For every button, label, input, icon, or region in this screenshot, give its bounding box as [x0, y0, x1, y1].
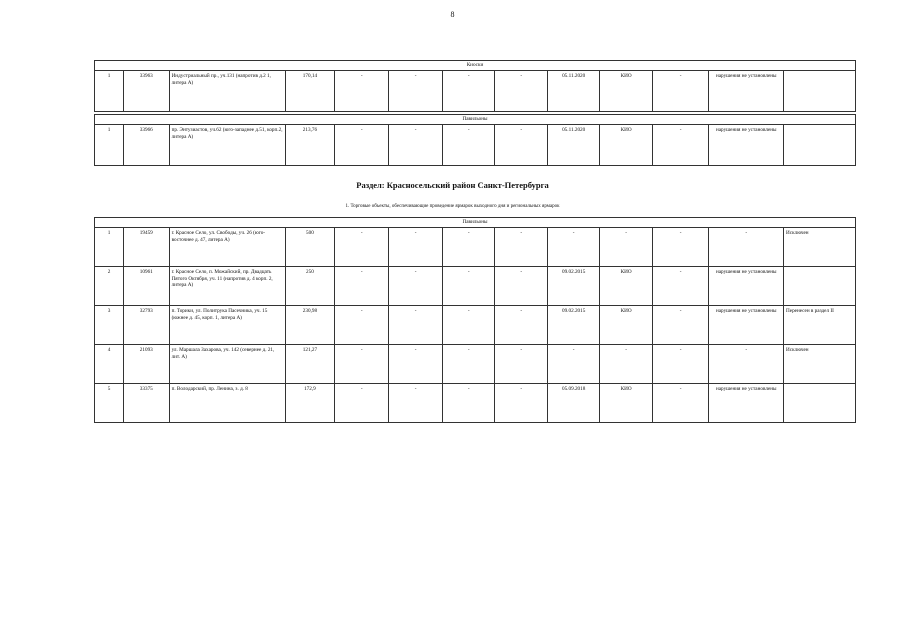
table-cell: п. Торики, ул. Политрука Пасечника, уч. 15 (южнее д. 45, корп. 1, литера А) — [169, 306, 285, 345]
table-cell: 19459 — [124, 228, 170, 267]
table-cell: - — [495, 267, 547, 306]
pavilion-table — [94, 114, 856, 166]
table-cell: 33966 — [124, 125, 170, 166]
table-row — [95, 384, 856, 423]
kiosk-table — [94, 60, 856, 112]
table-cell: г. Красное Село, п. Можайский, пр. Двадцать Пятого Октября, уч. 11 (напротив д. 4 корп. 2, литера А) — [169, 267, 285, 306]
table-cell: - — [389, 345, 443, 384]
table-cell: - — [389, 384, 443, 423]
table-cell: КИО — [600, 306, 652, 345]
table-cell: 121,27 — [285, 345, 335, 384]
table-cell: 5 — [95, 384, 124, 423]
table-cell: - — [495, 71, 547, 112]
table-cell: 500 — [285, 228, 335, 267]
table-caption: Павильоны — [95, 115, 856, 125]
table-cell: - — [335, 345, 389, 384]
table-cell: 1 — [95, 125, 124, 166]
table-cell: нарушения не установлены — [709, 71, 784, 112]
table-cell: - — [495, 384, 547, 423]
table-row — [95, 125, 856, 166]
table-cell: 09.02.2015 — [547, 306, 599, 345]
table-cell: 172,9 — [285, 384, 335, 423]
table-cell — [784, 267, 856, 306]
table-cell: - — [389, 228, 443, 267]
table-cell: - — [495, 228, 547, 267]
table-row — [95, 345, 856, 384]
table-cell: 05.09.2018 — [547, 384, 599, 423]
table-cell: - — [389, 125, 443, 166]
table-cell: - — [335, 125, 389, 166]
table-cell: - — [652, 71, 709, 112]
table-cell: - — [335, 228, 389, 267]
table-cell: Исключен — [784, 228, 856, 267]
table-cell: - — [652, 125, 709, 166]
table-cell: - — [335, 384, 389, 423]
table-caption: Павильоны — [95, 218, 856, 228]
table-cell: нарушения не установлены — [709, 306, 784, 345]
table-cell: КИО — [600, 267, 652, 306]
table-cell: - — [547, 345, 599, 384]
table-cell: - — [389, 306, 443, 345]
table-cell: 170,14 — [285, 71, 335, 112]
page-number: 8 — [450, 10, 455, 19]
table-cell: - — [442, 228, 494, 267]
table-cell: - — [652, 306, 709, 345]
table-cell: - — [335, 267, 389, 306]
table-cell: - — [652, 228, 709, 267]
table-cell: нарушения не установлены — [709, 384, 784, 423]
table-cell — [784, 125, 856, 166]
table-cell: 32793 — [124, 306, 170, 345]
table-cell: 33963 — [124, 71, 170, 112]
table-cell: ул. Маршала Захарова, уч. 142 (севернее д. 21, лит. А) — [169, 345, 285, 384]
table-header-row — [95, 61, 856, 71]
table-cell: КИО — [600, 125, 652, 166]
table-cell: - — [335, 71, 389, 112]
table-cell: - — [495, 306, 547, 345]
table-row — [95, 267, 856, 306]
table-cell: нарушения не установлены — [709, 267, 784, 306]
table-cell: - — [442, 125, 494, 166]
table-cell: 250 — [285, 267, 335, 306]
table-cell: пр. Энтузиастов, уч.62 (юго-западнее д.51, корп.2, литера А) — [169, 125, 285, 166]
table-header-row — [95, 115, 856, 125]
table-cell: - — [652, 384, 709, 423]
table-cell: 3 — [95, 306, 124, 345]
table-cell: - — [600, 228, 652, 267]
table-cell: - — [709, 345, 784, 384]
table-header-row — [95, 218, 856, 228]
table-cell — [784, 384, 856, 423]
section-pavilion-table — [94, 217, 856, 423]
table-cell: - — [442, 71, 494, 112]
table-cell: - — [442, 267, 494, 306]
table-row — [95, 228, 856, 267]
table-cell: КИО — [600, 384, 652, 423]
table-cell: - — [547, 228, 599, 267]
table-cell: п. Володарский, пр. Ленина, з. д. 8 — [169, 384, 285, 423]
table-cell: Исключен — [784, 345, 856, 384]
table-cell: - — [495, 125, 547, 166]
table-cell: 10961 — [124, 267, 170, 306]
table-cell: Индустриальный пр., уч.131 (напротив д.2 1, литера А) — [169, 71, 285, 112]
table-row — [95, 71, 856, 112]
table-cell: 1 — [95, 228, 124, 267]
section-title: Раздел: Красносельский район Санкт-Петербурга — [356, 180, 549, 190]
table-cell: - — [652, 267, 709, 306]
table-cell: г. Красное Село, ул. Свободы, уч. 26 (юго-восточнее д. 47, литера А) — [169, 228, 285, 267]
table-cell: - — [335, 306, 389, 345]
table-cell: 09.02.2015 — [547, 267, 599, 306]
table-cell: 05.11.2020 — [547, 125, 599, 166]
table-cell: - — [652, 345, 709, 384]
table-cell: 2 — [95, 267, 124, 306]
table-cell: 1 — [95, 71, 124, 112]
table-cell: КИО — [600, 71, 652, 112]
table-cell: - — [600, 345, 652, 384]
table-cell: нарушения не установлены — [709, 125, 784, 166]
table-cell: - — [442, 345, 494, 384]
table-row — [95, 306, 856, 345]
table-cell: - — [495, 345, 547, 384]
table-cell: 05.11.2020 — [547, 71, 599, 112]
table-cell: 213,76 — [285, 125, 335, 166]
section-subtitle: 1. Торговые объекты, обеспечивающие проведение ярмарок выходного дня и региональных ярмарок — [345, 204, 560, 209]
table-cell: 21093 — [124, 345, 170, 384]
table-cell: - — [389, 267, 443, 306]
table-cell — [784, 71, 856, 112]
table-caption: Киоски — [95, 61, 856, 71]
table-cell: - — [709, 228, 784, 267]
table-cell: - — [389, 71, 443, 112]
table-cell: - — [442, 306, 494, 345]
table-cell: Перенесен в раздел II — [784, 306, 856, 345]
table-cell: 4 — [95, 345, 124, 384]
table-cell: 33375 — [124, 384, 170, 423]
table-cell: 230,98 — [285, 306, 335, 345]
table-cell: - — [442, 384, 494, 423]
